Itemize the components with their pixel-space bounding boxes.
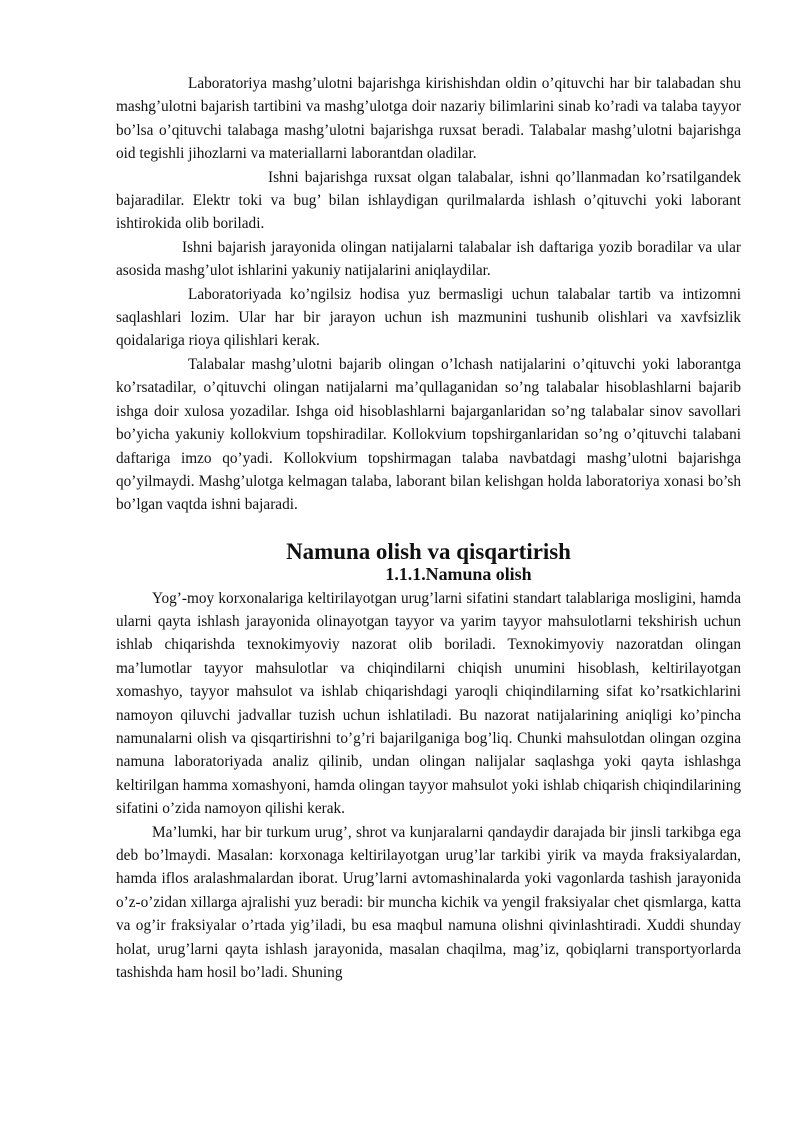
paragraph-colloquium: Talabalar mashg’ulotni bajarib olingan o’lchash natijalarini o’qituvchi yoki laborantga ko’rsatadilar, o’qituvchi olingan natijalarni ma’qullaganidan so’ng talabalar hisoblashlarni bajarib ishga doir xulosa yozadilar. Ishga oid hisoblashlarni bajarganlaridan so’ng talabalar sinov savollari bo’yicha yakuniy kollokvium topshiradilar. Kollokvium topshirganlaridan so’ng o’qituvchi talabani daftariga imzo qo’yadi. Kollokvium topshirmagan talaba navbatdagi mashg’ulotni bajarishga qo’yilmaydi. Mashg’ulotga kelmagan talaba, laborant bilan kelishgan holda laboratoriya xonasi bo’sh bo’lgan vaqtda ishni bajaradi. bbox=[116, 355, 741, 514]
paragraph-recording-results: Ishni bajarish jarayonida olingan natijalarni talabalar ish daftariga yozib boradilar va ular asosida mashg’ulot ishlarini yakuniy natijalarini aniqlaydilar. bbox=[116, 238, 741, 280]
paragraph-lab-preparation: Laboratoriya mashg’ulotni bajarishga kirishishdan oldin o’qituvchi har bir talabadan shu mashg’ulotni bajarish tartibini va mashg’ulotga doir nazariy bilimlarini sinab ko’radi va talaba tayyor bo’lsa o’qituvchi talabaga mashg’ulotni bajarishga ruxsat beradi. Talabalar mashg’ulotni bajarishga oid tegishli jihozlarni va materiallarni laborantdan oladilar. bbox=[116, 75, 741, 163]
section-title: Namuna olish va qisqartirish bbox=[286, 538, 571, 564]
subsection-title: 1.1.1.Namuna olish bbox=[385, 564, 532, 585]
paragraph-work-permission: Ishni bajarishga ruxsat olgan talabalar, ishni qo’llanmadan ko’rsatilgandek bajaradilar. Elektr toki va bug’ bilan ishlaydigan qurilmalarda ishlash o’qituvchi yoki laborant ishtirokida olib boriladi. bbox=[116, 168, 741, 233]
paragraph-seed-heterogeneity: Ma’lumki, har bir turkum urug’, shrot va kunjaralarni qandaydir darajada bir jinsli tarkibga ega deb bo’lmaydi. Masalan: korxonaga keltirilayotgan urug’lar tarkibi yirik va mayda fraksiyalardan, hamda iflos aralashmalardan iborat. Urug’larni avtomashinalarda yoki vagonlarda tashish jarayonida o’z-o’zidan xillarga ajralishi yuz beradi: bir muncha kichik va yengil fraksiyalar chet qismlarga, katta va og’ir fraksiyalar o’rtada yig’iladi, bu esa maqbul namuna olishni qivinlashtiradi. Xuddi shunday holat, urug’larni qayta ishlash jarayonida, masalan chaqilma, mag’iz, qobiqlarni transportyorlarda tashishda ham hosil bo’ladi. Shuning bbox=[116, 823, 741, 982]
paragraph-sampling-control: Yog’-moy korxonalariga keltirilayotgan urug’larni sifatini standart talablariga mosligini, hamda ularni qayta ishlash jarayonida olinayotgan tayyor va yarim tayyor mahsulotlarni tekshirish uchun ishlab chiqarishda texnokimyoviy nazorat olib boriladi. Texnokimyoviy nazoratdan olingan ma’lumotlar tayyor mahsulotlar va chiqindilarni chiqish unumini hisoblash, keltirilayotgan xomashyo, tayyor mahsulot va ishlab chiqarishdagi yaroqli chiqindilarning sifat ko’rsatkichlarini namoyon qiluvchi jadvallar tuzish uchun ishlatiladi. Bu nazorat natijalarining aniqligi ko’pincha namunalarni olish va qisqartirishni to’g’ri bajarilganiga bog’liq. Chunki mahsulotdan olingan ozgina namuna laboratoriyada analiz qilinib, undan olingan nalijalar saqlashga yoki qayta ishlashga keltirilgan hamma xomashyoni, hamda olingan tayyor mahsulot yoki ishlab chiqarish chiqindilarining sifatini o’zida namoyon qilishi kerak. bbox=[116, 589, 741, 818]
document-page bbox=[116, 72, 741, 984]
paragraph-safety-rules: Laboratoriyada ko’ngilsiz hodisa yuz bermasligi uchun talabalar tartib va intizomni saqlashlari lozim. Ular har bir jarayon uchun ish mazmunini tushunib olishlari va xavfsizlik qoidalariga rioya qilishlari kerak. bbox=[116, 285, 741, 350]
